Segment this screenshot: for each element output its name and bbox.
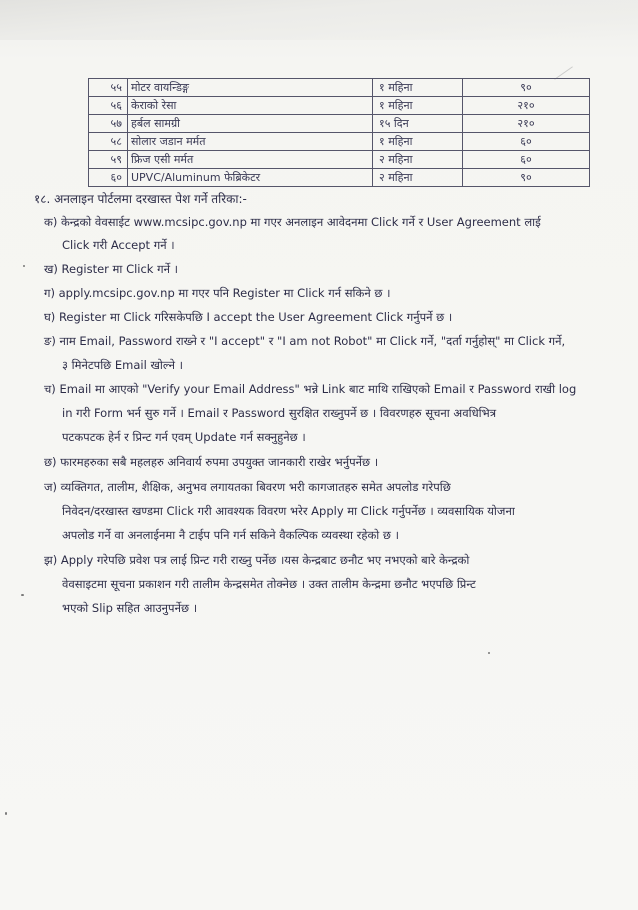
duration-cell: १ महिना bbox=[373, 133, 463, 151]
course-name-cell: केराको रेसा bbox=[128, 97, 373, 115]
course-name-cell: UPVC/Aluminum फेब्रिकेटर bbox=[128, 169, 373, 187]
item-chha: छ) फारमहरुका सबै महलहरु अनिवार्य रुपमा उपयुक्त जानकारी राखेर भर्नुपर्नेछ । bbox=[44, 455, 379, 469]
hours-cell: २१० bbox=[463, 115, 590, 133]
course-name-cell: हर्बल सामग्री bbox=[128, 115, 373, 133]
scan-speck bbox=[21, 594, 24, 596]
course-name-cell: मोटर वायन्डिङ्ग bbox=[128, 79, 373, 97]
section-heading: १८. अनलाइन पोर्टलमा दरखास्त पेश गर्ने तरिका:- bbox=[34, 192, 247, 206]
hours-cell: ६० bbox=[463, 151, 590, 169]
item-jha-line-3: भएको Slip सहित आउनुपर्नेछ । bbox=[62, 601, 198, 615]
duration-cell: २ महिना bbox=[373, 169, 463, 187]
item-ja-line-3: अपलोड गर्ने वा अनलाईनमा नै टाईप पनि गर्न सकिने वैकल्पिक व्यवस्था रहेको छ । bbox=[62, 528, 399, 542]
course-name-cell: फ्रिज एसी मर्मत bbox=[128, 151, 373, 169]
item-jha-line-2: वेवसाइटमा सूचना प्रकाशन गरी तालीम केन्द्रसमेत तोक्नेछ । उक्त तालीम केन्द्रमा छनौट भएपछि प्रिन्ट bbox=[62, 577, 476, 591]
item-jha-line-1: झ) Apply गरेपछि प्रवेश पत्र लाई प्रिन्ट गरी राख्नु पर्नेछ ।यस केन्द्रबाट छनौट भए नभएको बारे केन्द्रको bbox=[44, 553, 470, 567]
item-cha-line-2: in गरी Form भर्न सुरु गर्ने । Email र Password सुरक्षित राख्नुपर्ने छ । विवरणहरु सूचना अवधिभित्र bbox=[62, 406, 497, 420]
item-ka-line-2: Click गरी Accept गर्ने । bbox=[62, 238, 175, 252]
hours-cell: २१० bbox=[463, 97, 590, 115]
serial-cell: ५८ bbox=[89, 133, 128, 151]
item-ja-line-1: ज) व्यक्तिगत, तालीम, शैक्षिक, अनुभव लगायतका बिवरण भरी कागजातहरु समेत अपलोड गरेपछि bbox=[44, 480, 451, 494]
hours-cell: ९० bbox=[463, 169, 590, 187]
serial-cell: ५६ bbox=[89, 97, 128, 115]
scan-speck bbox=[5, 812, 7, 815]
item-kha: ख) Register मा Click गर्ने । bbox=[44, 262, 178, 276]
item-ja-line-2: निवेदन/दरखास्त खण्डमा Click गरी आवश्यक विवरण भरेर Apply मा Click गर्नुपर्नेछ । व्यवसायिक योजना bbox=[62, 504, 515, 518]
serial-cell: ५७ bbox=[89, 115, 128, 133]
serial-cell: ५५ bbox=[89, 79, 128, 97]
item-nga-line-1: ङ) नाम Email, Password राख्ने र "I accept" र "I am not Robot" मा Click गर्ने, "दर्ता गर्नुहोस्" मा Click गर्ने, bbox=[44, 334, 566, 348]
serial-cell: ६० bbox=[89, 169, 128, 187]
duration-cell: २ महिना bbox=[373, 151, 463, 169]
duration-cell: १५ दिन bbox=[373, 115, 463, 133]
course-name-cell: सोलार जडान मर्मत bbox=[128, 133, 373, 151]
hours-cell: ९० bbox=[463, 79, 590, 97]
item-gha: घ) Register मा Click गरिसकेपछि I accept the User Agreement Click गर्नुपर्ने छ । bbox=[44, 310, 453, 324]
item-nga-line-2: ३ मिनेटपछि Email खोल्ने । bbox=[62, 358, 183, 372]
item-ka-line-1: क) केन्द्रको वेवसाईट www.mcsipc.gov.np मा गएर अनलाइन आवेदनमा Click गर्ने र User Agreement लाई bbox=[44, 215, 541, 229]
duration-cell: १ महिना bbox=[373, 97, 463, 115]
serial-cell: ५९ bbox=[89, 151, 128, 169]
item-ga: ग) apply.mcsipc.gov.np मा गएर पनि Register मा Click गर्न सकिने छ । bbox=[44, 286, 391, 300]
scan-speck bbox=[488, 652, 490, 654]
scan-speck bbox=[23, 265, 25, 267]
item-cha-line-3: पटकपटक हेर्न र प्रिन्ट गर्न एवम् Update गर्न सक्नुहुनेछ । bbox=[62, 430, 306, 444]
item-cha-line-1: च) Email मा आएको "Verify your Email Address" भन्ने Link बाट माथि राखिएको Email र Password राखी log bbox=[44, 382, 577, 396]
hours-cell: ६० bbox=[463, 133, 590, 151]
duration-cell: १ महिना bbox=[373, 79, 463, 97]
